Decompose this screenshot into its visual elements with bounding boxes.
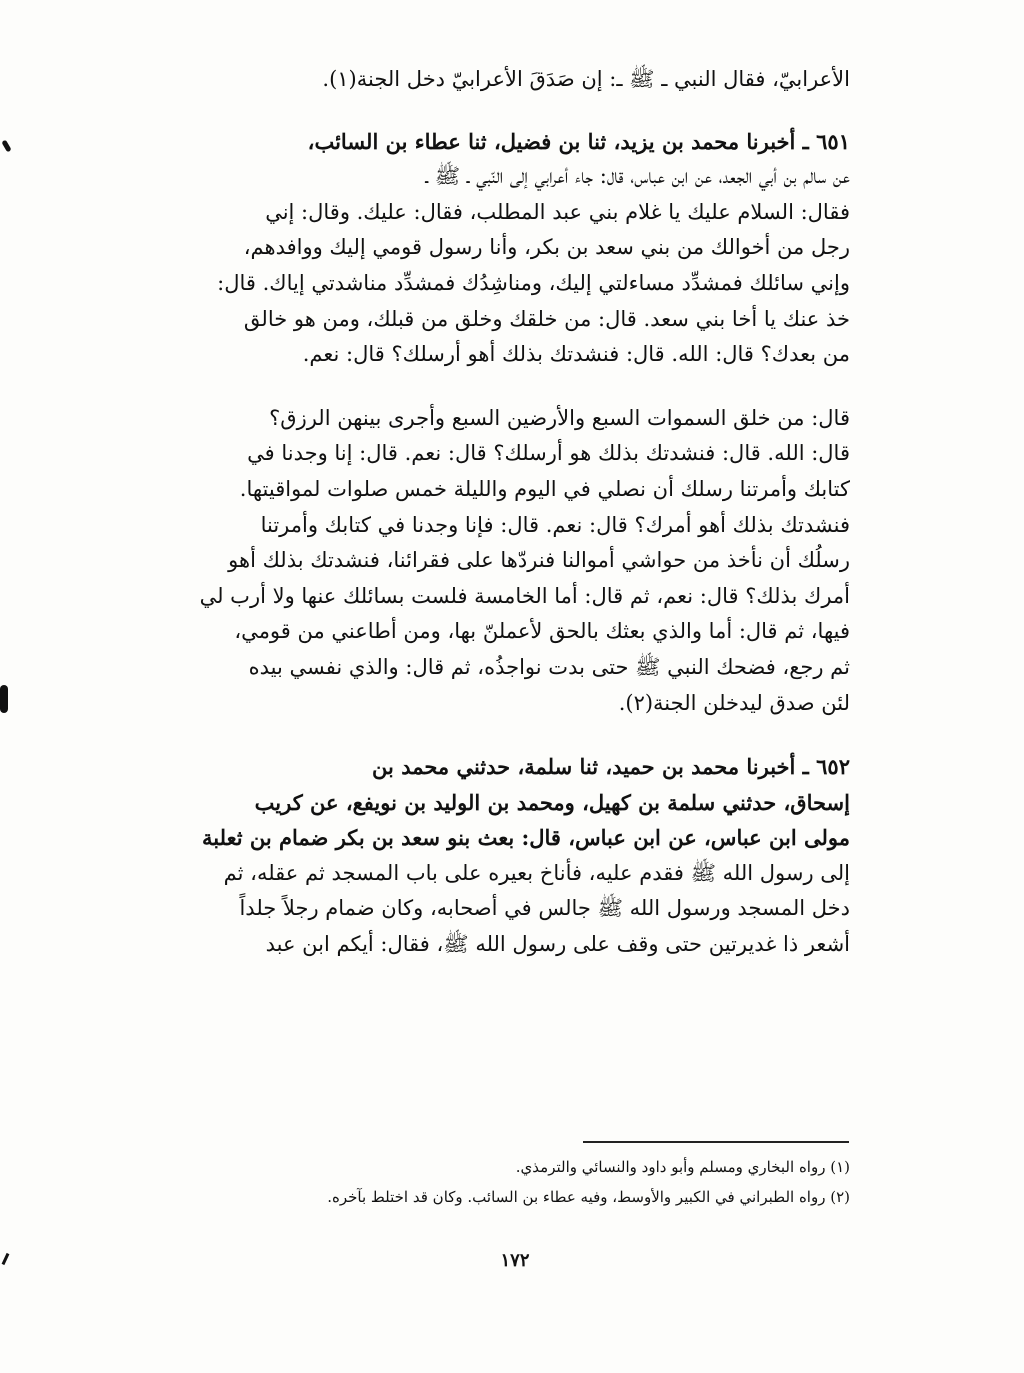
text-line: من بعدك؟ قال: الله. قال: فنشدتك بذلك أهو أرسلك؟ قال: نعم. bbox=[302, 342, 850, 367]
text-line: وإني سائلك فمشدِّد مساءلتي إليك، ومناشِدُك فمشدِّد مناشدتي إياك. قال: bbox=[217, 270, 850, 295]
text-line: دخل المسجد ورسول الله ﷺ جالس في أصحابه، وكان ضمام رجلاً جلداً bbox=[239, 896, 850, 921]
hadith-651-heading-line: ٦٥١ ـ أخبرنا محمد بن يزيد، ثنا بن فضيل، ثنا عطاء بن السائب، bbox=[307, 128, 850, 154]
text-line: لئن صدق ليدخلن الجنة(٢). bbox=[618, 690, 850, 715]
text-line: عن سالم بن أبي الجعد، عن ابن عباس، قال: جاء أعرابي إلى النّبي ـ ﷺ ـ bbox=[425, 164, 850, 189]
hadith-651-paragraph bbox=[150, 124, 850, 373]
footnote-1: (١) رواه البخاري ومسلم وأبو داود والنسائي والترمذي. bbox=[515, 1158, 850, 1176]
text-line: مولى ابن عباس، عن ابن عباس، قال: بعث بنو سعد بن بكر ضمام بن ثعلبة bbox=[202, 825, 850, 851]
text-line: أشعر ذا غديرتين حتى وقف على رسول الله ﷺ، فقال: أيكم ابن عبد bbox=[265, 932, 850, 957]
text-line: رسلُك أن نأخذ من حواشي أموالنا فنردّها على فقرائنا، فنشدتك بذلك أهو bbox=[228, 548, 850, 573]
scan-margin-mark bbox=[2, 1253, 10, 1265]
text-line: فنشدتك بذلك أهو أمرك؟ قال: نعم. قال: فإنا وجدنا في كتابك وأمرتنا bbox=[260, 512, 850, 537]
text-line: إسحاق، حدثني سلمة بن كهيل، ومحمد بن الوليد بن نويفع، عن كريب bbox=[254, 789, 850, 815]
text-line: كتابك وأمرتنا رسلك أن نصلي في اليوم والليلة خمس صلوات لمواقيتها. bbox=[239, 476, 850, 501]
footnotes bbox=[230, 1152, 850, 1212]
text-line: خذ عنك يا أخا بني سعد. قال: من خلقك وخلق من قبلك، ومن هو خالق bbox=[243, 306, 850, 331]
footnote-divider bbox=[583, 1141, 849, 1143]
page-number: ١٧٢ bbox=[500, 1250, 530, 1271]
footnote-2: (٢) رواه الطبراني في الكبير والأوسط، وفيه عطاء بن السائب. وكان قد اختلط بآخره. bbox=[327, 1188, 850, 1206]
page-body bbox=[150, 62, 850, 963]
text-line: فقال: السلام عليك يا غلام بني عبد المطلب، فقال: عليك. وقال: إني bbox=[265, 199, 850, 224]
scan-margin-mark bbox=[1, 140, 11, 153]
scan-margin-mark bbox=[0, 685, 8, 713]
text-line: قال: من خلق السموات السبع والأرضين السبع وأجرى بينهن الرزق؟ bbox=[269, 405, 850, 430]
hadith-652-paragraph bbox=[150, 749, 850, 963]
text-line: قال: الله. قال: فنشدتك بذلك هو أرسلك؟ قال: نعم. قال: إنا وجدنا في bbox=[247, 441, 850, 466]
text-line: إلى رسول الله ﷺ فقدم عليه، فأناخ بعيره على باب المسجد ثم عقله، ثم bbox=[223, 860, 850, 885]
text-line: فيها، ثم قال: أما والذي بعثك بالحق لأعملنّ بها، ومن أطاعني من قومي، bbox=[234, 619, 850, 644]
intro-paragraph bbox=[150, 62, 850, 98]
text-line: رجل من أخوالك من بني سعد بن بكر، وأنا رسول قومي إليك ووافدهم، bbox=[243, 235, 850, 260]
continuation-paragraph bbox=[150, 401, 850, 721]
text-line: الأعرابيّ، فقال النبي ـ ﷺ ـ: إن صَدَقَ الأعرابيّ دخل الجنة(١). bbox=[322, 67, 850, 91]
text-line: أمرك بذلك؟ قال: نعم، ثم قال: أما الخامسة فلست بسائلك عنها ولا أرب لي bbox=[199, 583, 850, 608]
hadith-652-heading-line: ٦٥٢ ـ أخبرنا محمد بن حميد، ثنا سلمة، حدثني محمد بن bbox=[372, 754, 850, 780]
text-line: ثم رجع، فضحك النبي ﷺ حتى بدت نواجذُه، ثم قال: والذي نفسي بيده bbox=[248, 654, 850, 679]
